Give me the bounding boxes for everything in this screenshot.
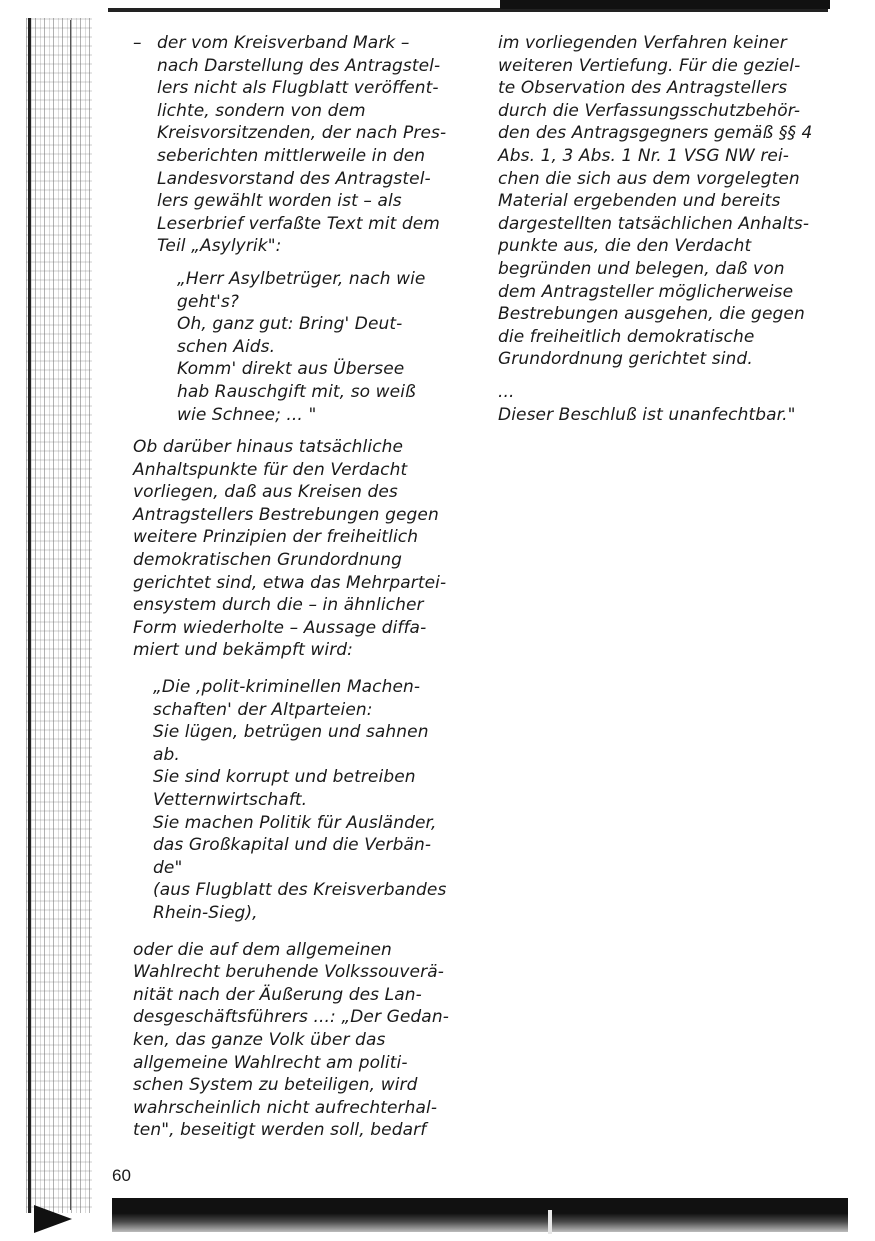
right-column: [498, 32, 828, 426]
text-line: nach Darstellung des Antragstel-: [157, 55, 441, 76]
text-line: Kreisvorsitzenden, der nach Pres-: [157, 123, 447, 144]
scan-corner-arrow-icon: [34, 1205, 72, 1233]
quote-line: „Die ‚polit-kriminellen Machen-: [153, 677, 421, 698]
paragraph: [498, 32, 828, 371]
text-line: vorliegen, daß aus Kreisen des: [133, 482, 398, 503]
quote-line: Vetternwirtschaft.: [153, 790, 308, 810]
quote-line: ab.: [153, 744, 180, 765]
quote-line: schaften' der Altparteien:: [153, 699, 373, 720]
text-line: begründen und belegen, daß von: [498, 258, 785, 279]
text-line: te Observation des Antragstellers: [498, 78, 788, 99]
poem-line: hab Rauschgift mit, so weiß: [177, 381, 416, 402]
dash-bullet: –: [133, 33, 142, 53]
text-line: Material ergebenden und bereits: [498, 191, 781, 212]
poem-line: geht's?: [177, 291, 239, 312]
text-line: nität nach der Äußerung des Lan-: [133, 984, 422, 1005]
text-line: Bestrebungen ausgehen, die gegen: [498, 304, 805, 325]
text-line: die freiheitlich demokratische: [498, 326, 755, 347]
text-line: dem Antragsteller möglicherweise: [498, 281, 794, 302]
text-line: punkte aus, die den Verdacht: [498, 236, 752, 257]
text-line: schen System zu beteiligen, wird: [133, 1075, 418, 1096]
quote-line: Rhein-Sieg),: [153, 902, 258, 923]
text-line: durch die Verfassungsschutzbehör-: [498, 100, 801, 121]
bottom-scan-bar: [112, 1198, 848, 1232]
poem-quote: [133, 268, 463, 426]
dash-list-item: [133, 32, 463, 258]
text-line: den des Antragsgegners gemäß §§ 4: [498, 123, 813, 144]
text-line: allgemeine Wahlrecht am politi-: [133, 1052, 408, 1073]
text-line: weiteren Vertiefung. Für die geziel-: [498, 55, 801, 76]
text-line: Leserbrief verfaßte Text mit dem: [157, 213, 440, 234]
poem-line: „Herr Asylbetrüger, nach wie: [177, 268, 426, 289]
quote-line: Sie sind korrupt und betreiben: [153, 767, 416, 788]
text-line: demokratischen Grundordnung: [133, 550, 402, 571]
poem-line: wie Schnee; ... ": [177, 404, 317, 425]
text-line: Ob darüber hinaus tatsächliche: [133, 437, 404, 458]
text-line: ten", beseitigt werden soll, bedarf: [133, 1120, 427, 1141]
text-line: Form wiederholte – Aussage diffa-: [133, 617, 427, 638]
text-line: Anhaltspunkte für den Verdacht: [133, 459, 408, 480]
text-line: desgeschäftsführers ...: „Der Gedan-: [133, 1007, 449, 1028]
top-rule-dark: [500, 0, 830, 9]
text-line: miert und bekämpft wird:: [133, 640, 353, 661]
quote-line: Sie lügen, betrügen und sahnen: [153, 722, 429, 743]
text-line: dargestellten tatsächlichen Anhalts-: [498, 213, 810, 234]
book-spine-shadow: [26, 18, 92, 1213]
text-line: im vorliegenden Verfahren keiner: [498, 33, 787, 53]
omission-ellipsis: ...: [498, 381, 515, 402]
text-line: lers gewählt worden ist – als: [157, 191, 402, 212]
paragraph: [133, 939, 463, 1142]
text-line: oder die auf dem allgemeinen: [133, 939, 392, 960]
text-line: ken, das ganze Volk über das: [133, 1029, 386, 1050]
left-column: [133, 32, 463, 1142]
text-line: gerichtet sind, etwa das Mehrpartei-: [133, 572, 447, 593]
closing-sentence: Dieser Beschluß ist unanfechtbar.": [498, 404, 796, 425]
text-line: wahrscheinlich nicht aufrechterhal-: [133, 1097, 438, 1118]
poem-line: schen Aids.: [177, 336, 276, 357]
flyer-quote: [133, 676, 463, 925]
text-line: lichte, sondern von dem: [157, 100, 366, 121]
text-line: seberichten mittlerweile in den: [157, 145, 426, 166]
poem-line: Komm' direkt aus Übersee: [177, 359, 405, 380]
text-line: chen die sich aus dem vorgelegten: [498, 168, 800, 189]
quote-line: Sie machen Politik für Ausländer,: [153, 812, 437, 833]
text-line: weitere Prinzipien der freiheitlich: [133, 527, 419, 548]
paragraph: [133, 436, 463, 662]
page-number: 60: [112, 1166, 131, 1185]
quote-line: (aus Flugblatt des Kreisverbandes: [153, 880, 447, 901]
bottom-scan-notch: [548, 1210, 552, 1234]
text-line: Landesvorstand des Antragstel-: [157, 168, 431, 189]
text-line: Abs. 1, 3 Abs. 1 Nr. 1 VSG NW rei-: [498, 145, 790, 166]
text-line: ensystem durch die – in ähnlicher: [133, 595, 424, 616]
text-line: Grundordnung gerichtet sind.: [498, 349, 753, 370]
text-line: Antragstellers Bestrebungen gegen: [133, 504, 439, 525]
text-line: lers nicht als Flugblatt veröffent-: [157, 78, 439, 99]
text-line: Teil „Asylyrik":: [157, 236, 282, 257]
spine-inner-line: [70, 20, 71, 1210]
spine-edge-line: [28, 18, 31, 1213]
quote-line: das Großkapital und die Verbän-: [153, 835, 432, 856]
poem-line: Oh, ganz gut: Bring' Deut-: [177, 314, 403, 335]
quote-line: de": [153, 857, 183, 878]
text-line: der vom Kreisverband Mark –: [157, 33, 410, 53]
text-line: Wahlrecht beruhende Volkssouverä-: [133, 962, 444, 983]
